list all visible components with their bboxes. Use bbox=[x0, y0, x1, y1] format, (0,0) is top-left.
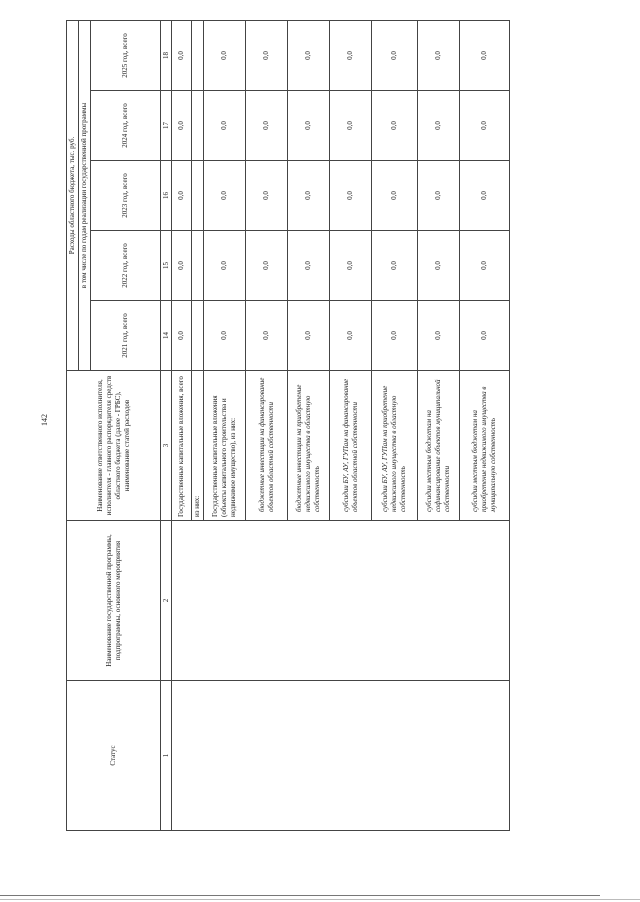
value-cell: 0,0 bbox=[204, 301, 246, 371]
header-year-2023: 2023 год, всего bbox=[91, 161, 161, 231]
header-year-2024: 2024 год, всего bbox=[91, 91, 161, 161]
value-cell: 0,0 bbox=[288, 20, 330, 90]
column-index: 14 bbox=[161, 301, 172, 371]
expense-label: Государственные капитальные вложения (объекты капитального строительства и недвижимое имущество), из них: bbox=[204, 371, 246, 521]
header-by-year: в том числе по годам реализации государственной программы bbox=[79, 20, 91, 370]
status-cell bbox=[172, 681, 510, 831]
value-cell: 0,0 bbox=[204, 161, 246, 231]
value-cell: 0,0 bbox=[460, 161, 510, 231]
value-cell: 0,0 bbox=[460, 231, 510, 301]
expense-label: Государственные капитальные вложения, всего bbox=[172, 371, 192, 521]
column-index: 1 bbox=[161, 681, 172, 831]
value-cell: 0,0 bbox=[418, 20, 460, 90]
rotated-sheet bbox=[66, 21, 606, 831]
value-cell: 0,0 bbox=[460, 20, 510, 90]
header-executor: Наименование ответственного исполнителя, исполнителя - главного распорядителя средств областного бюджета (далее - ГРБС), наименование статей расходов bbox=[67, 371, 161, 521]
budget-table bbox=[66, 20, 510, 831]
header-year-2025: 2025 год, всего bbox=[91, 20, 161, 90]
header-status: Статус bbox=[67, 681, 161, 831]
column-index: 15 bbox=[161, 231, 172, 301]
value-cell: 0,0 bbox=[418, 91, 460, 161]
value-cell: 0,0 bbox=[246, 20, 288, 90]
value-cell: 0,0 bbox=[330, 231, 372, 301]
value-cell: 0,0 bbox=[246, 231, 288, 301]
value-cell: 0,0 bbox=[460, 91, 510, 161]
expense-label: субсидии БУ, АУ, ГУПам на приобретение недвижимого имущества в областную собственность bbox=[372, 371, 418, 521]
value-cell: 0,0 bbox=[172, 20, 192, 90]
column-index: 16 bbox=[161, 161, 172, 231]
value-cell bbox=[192, 20, 204, 90]
value-cell: 0,0 bbox=[204, 231, 246, 301]
expense-label: бюджетные инвестиции на финансирование объектов областной собственности bbox=[246, 371, 288, 521]
page-number: 142 bbox=[40, 414, 49, 426]
value-cell bbox=[192, 231, 204, 301]
header-program: Наименование государственной программы, подпрограммы, основного мероприятия bbox=[67, 521, 161, 681]
value-cell: 0,0 bbox=[246, 91, 288, 161]
value-cell: 0,0 bbox=[330, 161, 372, 231]
page-edge-line bbox=[0, 895, 600, 896]
page-edge-line bbox=[0, 899, 640, 900]
value-cell: 0,0 bbox=[372, 161, 418, 231]
value-cell: 0,0 bbox=[172, 161, 192, 231]
header-year-2022: 2022 год, всего bbox=[91, 231, 161, 301]
value-cell bbox=[192, 91, 204, 161]
value-cell: 0,0 bbox=[460, 301, 510, 371]
header-year-2021: 2021 год, всего bbox=[91, 301, 161, 371]
expense-label: субсидии местным бюджетам на приобретение недвижимого имущества в муниципальную собственность bbox=[460, 371, 510, 521]
value-cell: 0,0 bbox=[172, 301, 192, 371]
value-cell: 0,0 bbox=[330, 20, 372, 90]
value-cell: 0,0 bbox=[204, 20, 246, 90]
value-cell: 0,0 bbox=[288, 161, 330, 231]
value-cell: 0,0 bbox=[418, 301, 460, 371]
value-cell: 0,0 bbox=[288, 231, 330, 301]
value-cell: 0,0 bbox=[288, 91, 330, 161]
value-cell: 0,0 bbox=[418, 231, 460, 301]
value-cell: 0,0 bbox=[418, 161, 460, 231]
value-cell: 0,0 bbox=[330, 301, 372, 371]
expense-label: субсидии БУ, АУ, ГУПам на финансирование объектов областной собственности bbox=[330, 371, 372, 521]
expense-label: из них: bbox=[192, 371, 204, 521]
value-cell: 0,0 bbox=[204, 91, 246, 161]
value-cell: 0,0 bbox=[172, 91, 192, 161]
value-cell bbox=[192, 161, 204, 231]
value-cell bbox=[192, 301, 204, 371]
program-cell bbox=[172, 521, 510, 681]
column-index: 3 bbox=[161, 371, 172, 521]
column-index: 17 bbox=[161, 91, 172, 161]
expense-label: субсидии местным бюджетам на софинансирование объектов муниципальной собственности bbox=[418, 371, 460, 521]
header-expenses: Расходы областного бюджета, тыс. руб. bbox=[67, 20, 79, 370]
value-cell: 0,0 bbox=[372, 91, 418, 161]
column-index: 18 bbox=[161, 20, 172, 90]
value-cell: 0,0 bbox=[246, 161, 288, 231]
value-cell: 0,0 bbox=[246, 301, 288, 371]
table-row bbox=[172, 20, 192, 830]
value-cell: 0,0 bbox=[372, 301, 418, 371]
expense-label: бюджетные инвестиции на приобретение недвижимого имущества в областную собственность bbox=[288, 371, 330, 521]
value-cell: 0,0 bbox=[372, 20, 418, 90]
value-cell: 0,0 bbox=[172, 231, 192, 301]
value-cell: 0,0 bbox=[288, 301, 330, 371]
value-cell: 0,0 bbox=[372, 231, 418, 301]
value-cell: 0,0 bbox=[330, 91, 372, 161]
column-index: 2 bbox=[161, 521, 172, 681]
